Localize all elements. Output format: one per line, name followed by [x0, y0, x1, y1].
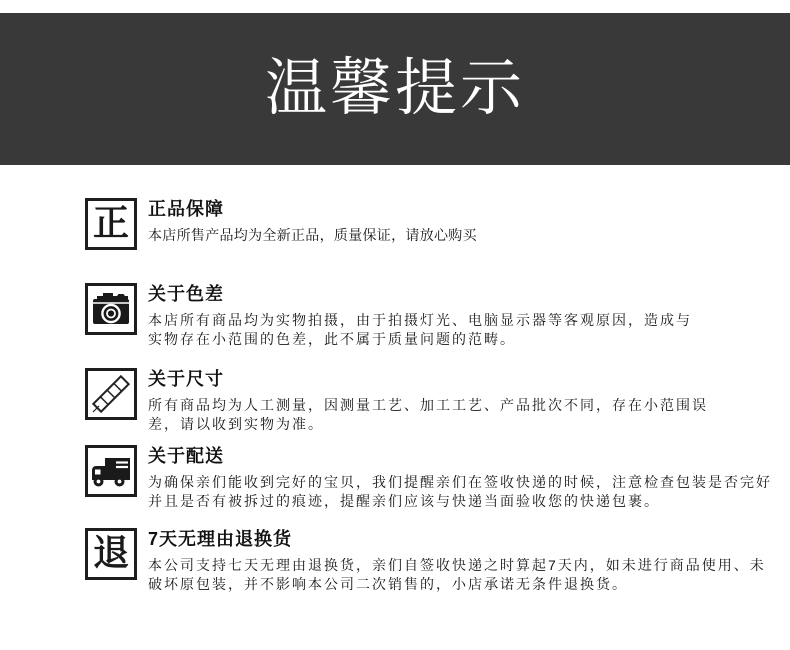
notice-color-difference: [85, 283, 757, 349]
notice-text-block: [148, 283, 692, 349]
authenticity-seal-icon: [85, 198, 137, 250]
notice-line: 差，请以收到实物为准。: [148, 416, 324, 432]
notice-returns: [85, 528, 766, 594]
notice-line: 本公司支持七天无理由退换货，亲们自签收快递之时算起7天内，如未进行商品使用、未: [148, 557, 766, 573]
return-goods-icon: [85, 528, 137, 580]
notice-line: 实物存在小范围的色差，此不属于质量问题的范畴。: [148, 331, 516, 347]
notice-title: 关于尺寸: [148, 369, 224, 389]
notice-title: 正品保障: [148, 199, 224, 219]
notice-line: 本店所售产品均为全新正品，质量保证，请放心购买: [148, 227, 477, 243]
notice-title: 关于配送: [148, 446, 224, 466]
notice-line: 破坏原包装，并不影响本公司二次销售的，小店承诺无条件退换货。: [148, 576, 628, 592]
notice-title: 7天无理由退换货: [148, 529, 293, 549]
notice-line: 并且是否有被拆过的痕迹，提醒亲们应该与快递当面验收您的快递包裹。: [148, 493, 660, 509]
notice-text-block: [148, 368, 708, 434]
return-glyph: 退: [92, 532, 129, 573]
notice-title: 关于色差: [148, 284, 224, 304]
notice-authenticity: [85, 198, 757, 250]
notice-text-block: [148, 528, 766, 594]
authenticity-seal-glyph: 正: [92, 202, 129, 243]
ruler-icon: [85, 368, 137, 420]
notice-delivery: [85, 445, 772, 511]
banner: [0, 13, 790, 165]
notice-line: 所有商品均为人工测量，因测量工艺、加工工艺、产品批次不同，存在小范围误: [148, 397, 708, 413]
notice-line: 为确保亲们能收到完好的宝贝，我们提醒亲们在签收快递的时候，注意检查包装是否完好: [148, 474, 772, 490]
notice-line: 本店所有商品均为实物拍摄，由于拍摄灯光、电脑显示器等客观原因，造成与: [148, 312, 692, 328]
notice-text-block: [148, 198, 477, 245]
camera-icon: [85, 283, 137, 335]
notice-text-block: [148, 445, 772, 511]
notice-size: [85, 368, 757, 434]
page-title: 温馨提示: [264, 54, 525, 123]
delivery-truck-icon: [85, 445, 137, 497]
